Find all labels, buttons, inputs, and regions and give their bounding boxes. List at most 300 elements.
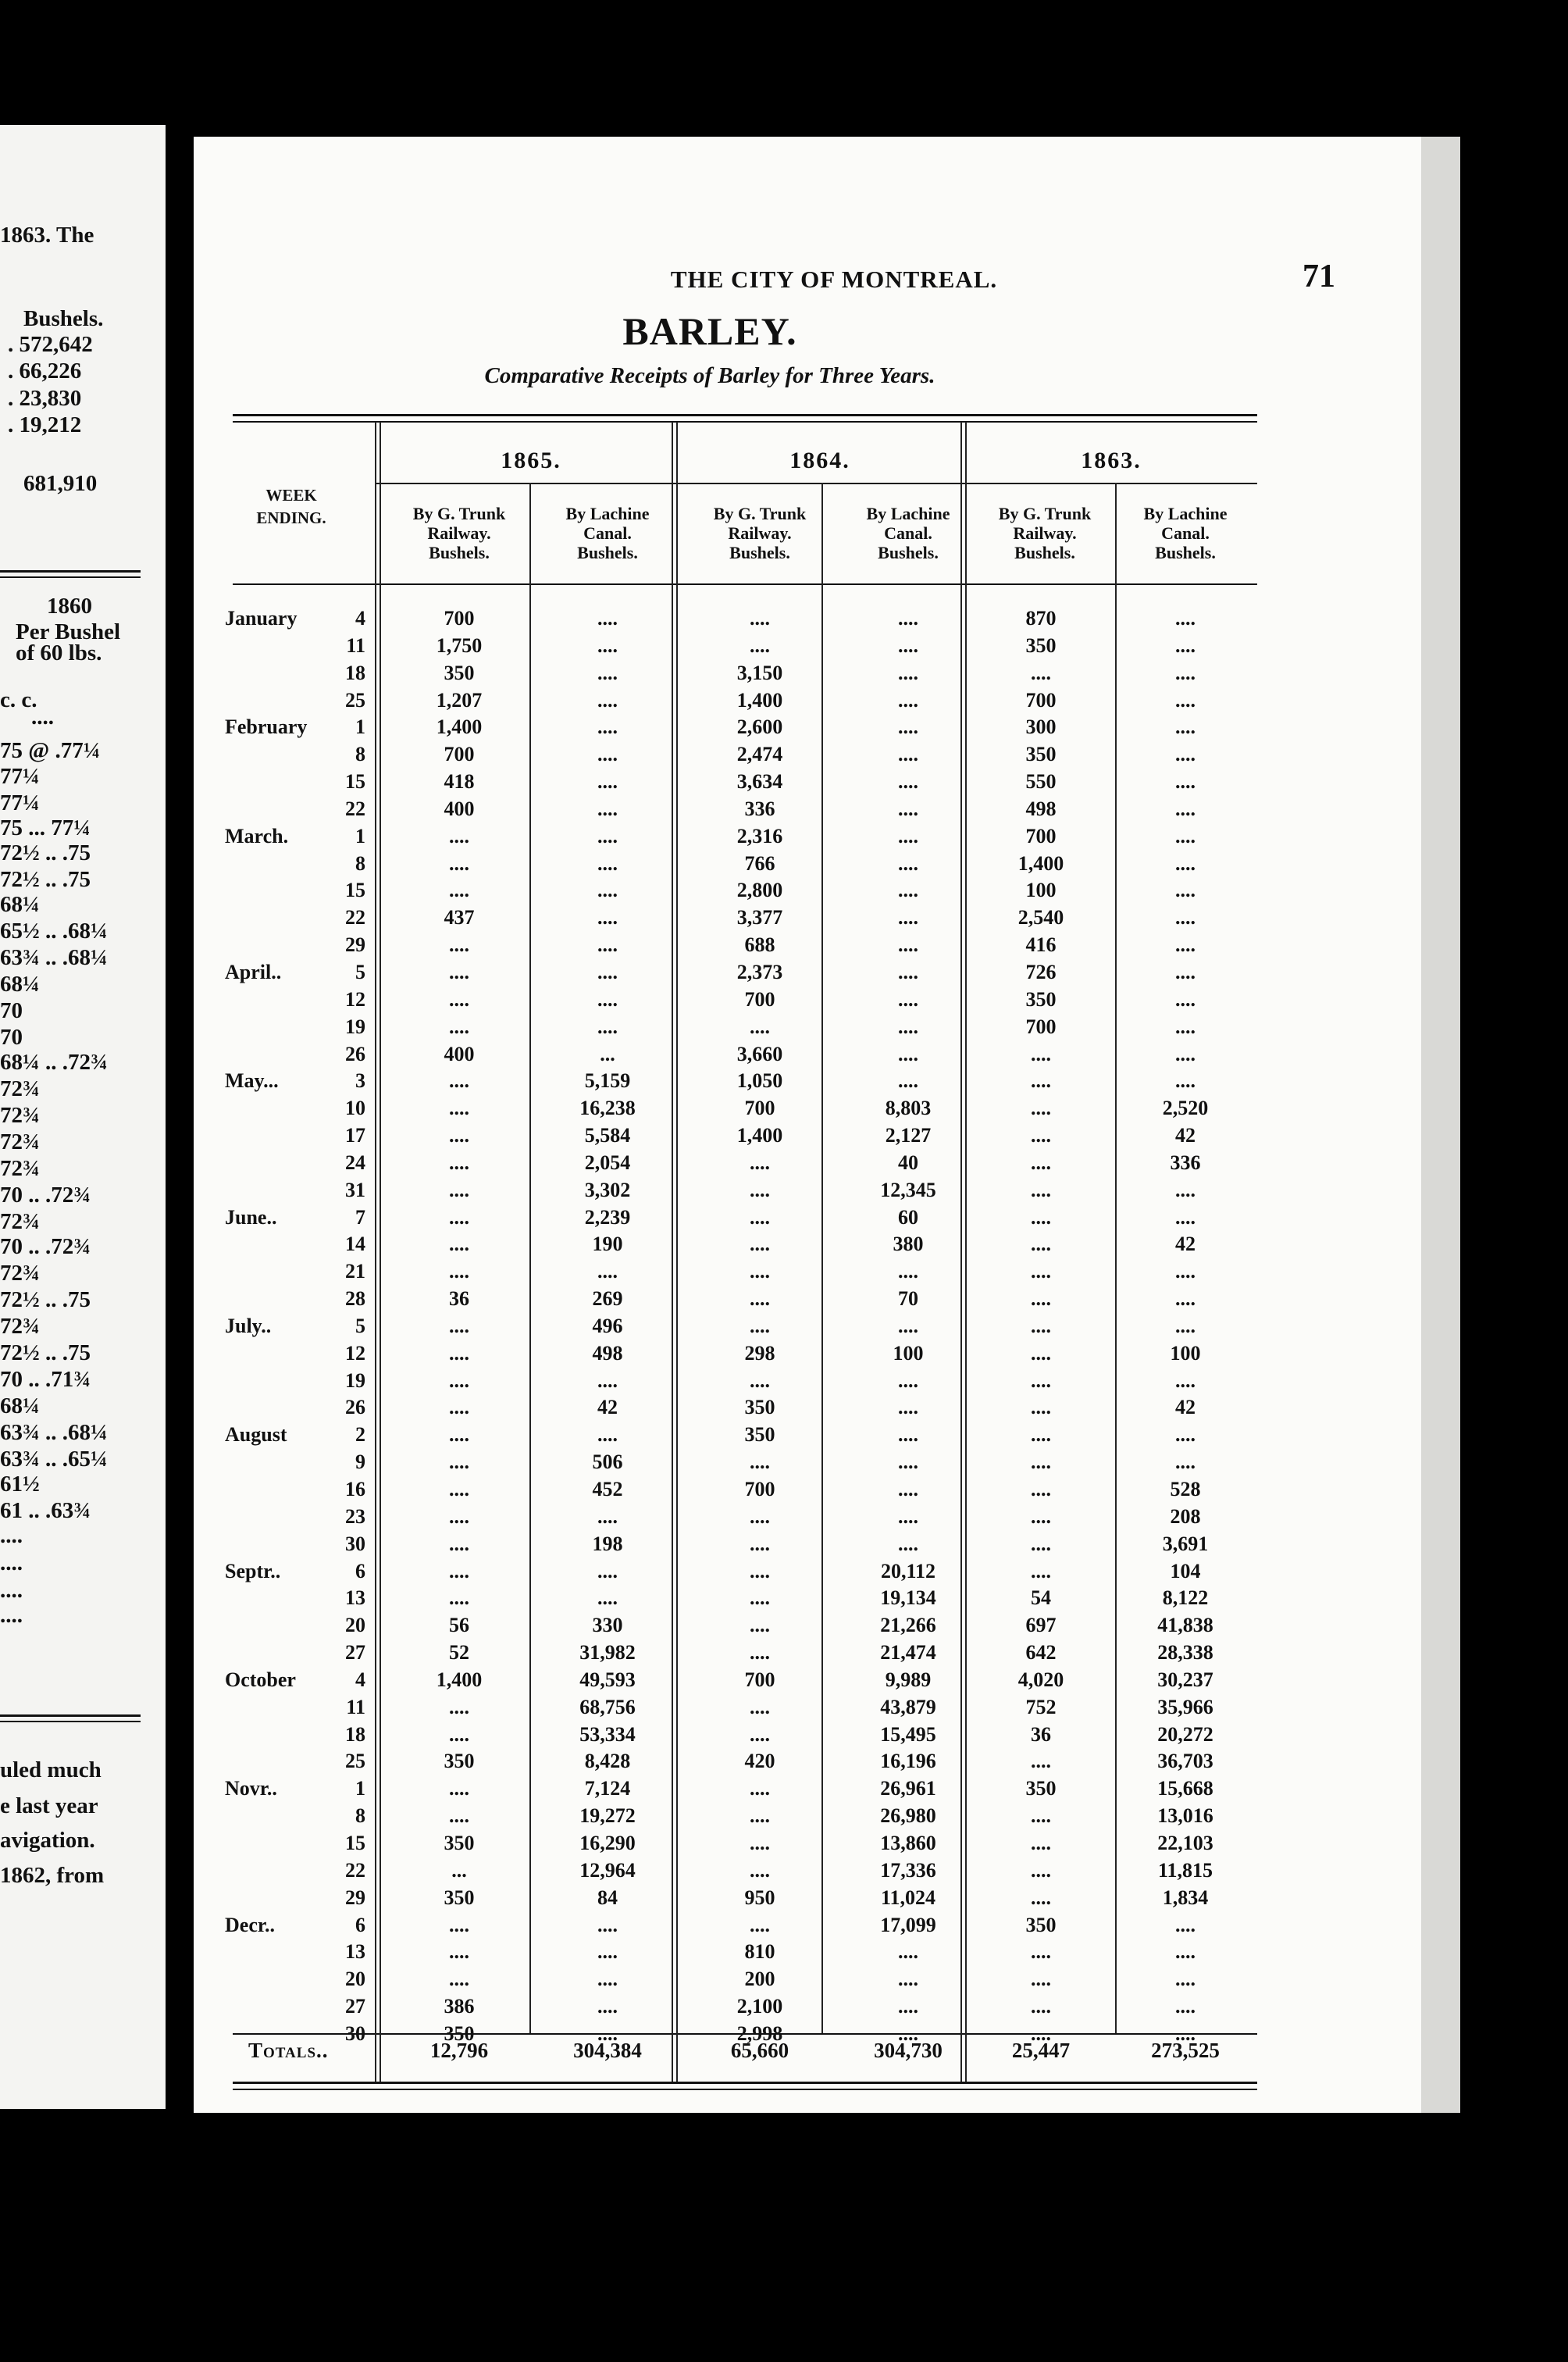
table-caption: Comparative Receipts of Barley for Three Years. [484,363,935,388]
value-cell: 43,879 [880,1695,936,1718]
value-cell: .... [449,960,469,983]
value-cell: 400 [444,797,475,820]
value-cell: 2,998 [736,2021,783,2045]
value-cell: 2,239 [584,1205,631,1229]
day-cell: 4 [355,607,365,630]
value-cell: .... [1175,743,1196,766]
value-cell: .... [898,960,918,983]
value-cell: .... [1031,1368,1051,1392]
value-cell: 13,860 [880,1831,936,1854]
value-cell: .... [1175,1260,1196,1283]
header-bottom-rule [233,583,1257,585]
facing-page-line: 77¼ [0,764,40,789]
value-cell: .... [898,851,918,875]
value-cell: 22,103 [1157,1831,1213,1854]
value-cell: .... [898,1995,918,2018]
value-cell: .... [898,879,918,902]
value-cell: .... [449,1586,469,1610]
value-cell: 13,016 [1157,1804,1213,1828]
facing-page-line: . 19,212 [8,412,82,437]
value-cell: 700 [744,987,775,1011]
month-cell: April.. [225,960,282,983]
value-cell: .... [1175,906,1196,929]
value-cell: 21,266 [880,1614,936,1637]
facing-page-line: 65½ .. .68¼ [0,919,108,944]
day-cell: 2 [355,1423,365,1447]
value-cell: .... [898,797,918,820]
month-cell: Novr.. [225,1777,277,1800]
value-cell: .... [597,770,618,794]
value-cell: .... [449,1478,469,1500]
value-cell: 8,122 [1162,1586,1209,1610]
value-cell: 700 [1025,1015,1057,1038]
value-cell: .... [1175,1069,1196,1093]
facing-page-line: 1862, from [0,1863,105,1888]
value-cell: .... [449,1559,469,1582]
day-cell: 11 [346,633,365,657]
value-cell: 2,100 [736,1995,783,2018]
value-cell: 19,272 [579,1804,636,1828]
month-cell: July.. [225,1314,272,1337]
column-header: By G. Trunk Railway. Bushels. [412,504,506,562]
value-cell: .... [449,1913,469,1936]
value-cell: .... [750,1532,770,1555]
day-cell: 22 [345,906,365,929]
value-cell: 1,400 [736,1124,783,1147]
value-cell: 3,660 [736,1042,783,1065]
value-cell: .... [1175,797,1196,820]
value-cell: .... [1175,1450,1196,1474]
value-cell: 700 [1025,688,1057,712]
day-cell: 12 [345,987,365,1011]
facing-page-line: 75 ... 77¼ [0,815,91,840]
value-cell: .... [898,1368,918,1392]
value-cell: .... [898,1260,918,1283]
value-cell: 350 [1025,1777,1057,1800]
table-row [194,1068,1226,1095]
value-cell: .... [750,1178,770,1201]
value-cell: 84 [597,1886,618,1909]
table-row [194,1775,1226,1803]
value-cell: 336 [1170,1151,1201,1174]
value-cell: 298 [744,1341,775,1365]
value-cell: 42 [597,1396,618,1419]
value-cell: 697 [1025,1614,1057,1637]
value-cell: .... [597,797,618,820]
value-cell: 42 [1175,1124,1196,1147]
table-row [194,605,1226,633]
value-cell: 70 [898,1287,918,1311]
value-cell: 60 [898,1205,918,1229]
facing-page-fragment [0,125,166,2109]
value-cell: .... [898,987,918,1011]
value-cell: .... [1031,1858,1051,1882]
value-cell: 1,834 [1162,1886,1209,1909]
value-cell: .... [449,987,469,1011]
value-cell: .... [597,715,618,739]
value-cell: 700 [744,1478,775,1500]
facing-page-line: 1860 [47,594,92,619]
value-cell: .... [1031,1124,1051,1147]
value-cell: 1,400 [436,715,483,739]
value-cell: 2,800 [736,879,783,902]
day-cell: 5 [355,1314,365,1337]
day-cell: 26 [345,1396,365,1419]
value-cell: 418 [444,770,475,794]
day-cell: 20 [345,1614,365,1637]
value-cell: .... [449,1178,469,1201]
value-cell: .... [449,1314,469,1337]
value-cell: .... [1031,1532,1051,1555]
value-cell: .... [1031,1178,1051,1201]
table-row [194,714,1226,741]
facing-page-line: .... [31,705,54,730]
table-row [194,1476,1226,1504]
value-cell: 416 [1025,933,1057,957]
facing-page-line: 72¾ [0,1314,40,1339]
bottom-rule-thin [233,2089,1257,2090]
total-cell: 12,796 [429,2039,489,2062]
value-cell: .... [449,1205,469,1229]
facing-page-line: uled much [0,1757,102,1782]
value-cell: .... [449,879,469,902]
value-cell: .... [449,1722,469,1746]
table-row [194,1313,1226,1340]
value-cell: .... [1175,1913,1196,1936]
value-cell: 1,050 [736,1069,783,1093]
table-row [194,1122,1226,1150]
facing-page-line: 68¼ [0,1393,40,1418]
table-row [194,932,1226,959]
table-row [194,1639,1226,1667]
value-cell: 350 [744,1423,775,1447]
table-row [194,851,1226,878]
value-cell: .... [1175,987,1196,1011]
day-cell: 27 [345,1995,365,2018]
month-cell: June.. [225,1205,277,1229]
value-cell: 4,020 [1017,1668,1064,1691]
value-cell: .... [1031,661,1051,684]
value-cell: .... [750,1233,770,1256]
facing-page-line: 70 .. .71¾ [0,1367,91,1392]
value-cell: 2,316 [736,824,783,847]
value-cell: .... [750,1858,770,1882]
facing-page-line: 63¾ .. .68¼ [0,945,108,970]
value-cell: 198 [592,1532,623,1555]
value-cell: 2,600 [736,715,783,739]
table-row [194,1258,1226,1286]
value-cell: 42 [1175,1233,1196,1256]
month-cell: Septr.. [225,1559,281,1582]
value-cell: .... [1175,1178,1196,1201]
table-row [194,1585,1226,1612]
value-cell: .... [1031,1287,1051,1311]
day-cell: 21 [345,1260,365,1283]
day-cell: 14 [345,1233,365,1256]
value-cell: .... [898,1396,918,1419]
value-cell: 752 [1025,1695,1057,1718]
value-cell: 21,474 [880,1641,936,1664]
value-cell: 506 [592,1450,623,1474]
table-row [194,1449,1226,1476]
value-cell: 56 [449,1614,469,1637]
value-cell: .... [1031,1423,1051,1447]
table-row [194,1340,1226,1368]
page-title: BARLEY. [622,309,797,353]
value-cell: 498 [1025,797,1057,820]
table-row [194,1394,1226,1422]
value-cell: .... [1031,1478,1051,1500]
day-cell: 3 [355,1069,365,1093]
value-cell: .... [1031,1069,1051,1093]
value-cell: .... [597,1913,618,1936]
value-cell: 330 [592,1614,623,1637]
value-cell: .... [597,1423,618,1447]
value-cell: .... [898,607,918,630]
value-cell: .... [1031,1504,1051,1528]
day-cell: 23 [345,1504,365,1528]
day-cell: 5 [355,960,365,983]
value-cell: .... [449,1804,469,1828]
value-cell: .... [898,1015,918,1038]
value-cell: 3,634 [736,770,783,794]
value-cell: .... [898,633,918,657]
day-cell: 16 [345,1478,365,1500]
facing-page-line: 72½ .. .75 [0,867,91,892]
value-cell: 100 [1025,879,1057,902]
table-row [194,1939,1226,1966]
value-cell: 5,159 [584,1069,631,1093]
value-cell: 350 [444,1886,475,1909]
table-row [194,1095,1226,1122]
value-cell: .... [898,1450,918,1474]
value-cell: .... [449,1097,469,1120]
table-row [194,796,1226,823]
value-cell: .... [597,1968,618,1991]
value-cell: 350 [1025,633,1057,657]
value-cell: .... [750,1015,770,1038]
value-cell: 386 [444,1995,475,2018]
value-cell: .... [449,1368,469,1392]
value-cell: 437 [444,906,475,929]
day-cell: 20 [345,1968,365,1991]
value-cell: .... [597,1504,618,1528]
value-cell: 400 [444,1042,475,1065]
value-cell: 528 [1170,1478,1201,1500]
facing-page-line: 72¾ [0,1076,40,1101]
facing-page-line: 70 [0,998,23,1023]
value-cell: .... [1175,1423,1196,1447]
value-cell: .... [750,1559,770,1582]
value-cell: 1,207 [436,688,483,712]
value-cell: 8,428 [584,1750,631,1773]
table-row [194,633,1226,660]
day-cell: 8 [355,743,365,766]
value-cell: .... [750,1695,770,1718]
value-cell: 11,024 [880,1886,936,1909]
value-cell: 36 [1031,1722,1051,1746]
value-cell: .... [1031,2021,1051,2045]
day-cell: 18 [345,661,365,684]
day-cell: 25 [345,1750,365,1773]
value-cell: .... [1031,1097,1051,1120]
facing-page-line: 681,910 [23,471,98,496]
value-cell: .... [1175,1042,1196,1065]
value-cell: .... [750,1504,770,1528]
value-cell: .... [597,987,618,1011]
year-header: 1863. [1081,448,1142,473]
day-cell: 19 [345,1015,365,1038]
value-cell: .... [1031,1968,1051,1991]
value-cell: .... [597,1586,618,1610]
value-cell: .... [750,1314,770,1337]
table-row [194,1830,1226,1857]
value-cell: .... [449,1151,469,1174]
totals-label: Totals.. [248,2039,329,2062]
value-cell: 9,989 [885,1668,932,1691]
day-cell: 26 [345,1042,365,1065]
value-cell: .... [1031,1450,1051,1474]
total-cell: 273,525 [1151,2039,1220,2062]
value-cell: .... [597,1260,618,1283]
total-cell: 25,447 [1011,2039,1071,2062]
table-row [194,1722,1226,1749]
value-cell: 68,756 [579,1695,636,1718]
value-cell: .... [898,824,918,847]
value-cell: 15,668 [1157,1777,1213,1800]
value-cell: .... [597,2021,618,2045]
value-cell: .... [449,1260,469,1283]
value-cell: .... [1175,661,1196,684]
value-cell: .... [1175,607,1196,630]
facing-page-line: 72½ .. .75 [0,1287,91,1312]
value-cell: .... [898,2021,918,2045]
facing-page-line: . 66,226 [8,359,82,384]
value-cell: 1,400 [436,1668,483,1691]
value-cell: 498 [592,1341,623,1365]
value-cell: .... [597,1015,618,1038]
value-cell: 12,964 [579,1858,636,1882]
facing-page-line: 72¾ [0,1156,40,1181]
value-cell: .... [750,633,770,657]
value-cell: 350 [444,1750,475,1773]
value-cell: .... [750,1777,770,1800]
value-cell: .... [449,851,469,875]
facing-page-rule [0,576,141,578]
value-cell: .... [449,1940,469,1964]
value-cell: .... [1031,1042,1051,1065]
value-cell: .... [1175,2021,1196,2045]
table-row [194,959,1226,987]
value-cell: .... [1175,824,1196,847]
value-cell: 700 [744,1668,775,1691]
table-row [194,1204,1226,1232]
value-cell: 15,495 [880,1722,936,1746]
value-cell: .... [1031,1804,1051,1828]
table-row [194,987,1226,1014]
facing-page-line: 75 @ .77¼ [0,738,101,763]
value-cell: .... [597,607,618,630]
value-cell: .... [597,743,618,766]
value-cell: .... [898,770,918,794]
value-cell: .... [898,688,918,712]
table-row [194,741,1226,769]
value-cell: .... [750,1205,770,1229]
value-cell: 40 [898,1151,918,1174]
facing-page-line: 68¼ .. .72¾ [0,1050,108,1075]
value-cell: .... [1031,1341,1051,1365]
value-cell: 8,803 [885,1097,932,1120]
value-cell: .... [1031,1559,1051,1582]
value-cell: 190 [592,1233,623,1256]
year-header: 1864. [789,448,850,473]
column-header: By Lachine Canal. Bushels. [565,504,650,562]
value-cell: 3,150 [736,661,783,684]
value-cell: .... [597,906,618,929]
column-header: By G. Trunk Railway. Bushels. [998,504,1092,562]
value-cell: .... [1175,1995,1196,2018]
value-cell: .... [750,1641,770,1664]
value-cell: 700 [744,1097,775,1120]
table-row [194,1531,1226,1558]
value-cell: .... [1175,1968,1196,1991]
value-cell: 700 [444,743,475,766]
day-cell: 15 [345,879,365,902]
value-cell: .... [597,933,618,957]
table-row [194,1667,1226,1694]
column-header: By Lachine Canal. Bushels. [866,504,950,562]
value-cell: 350 [744,1396,775,1419]
value-cell: 3,302 [584,1178,631,1201]
year-rule [375,483,1257,484]
top-rule [233,414,1257,416]
table-row [194,1286,1226,1313]
value-cell: .... [750,1450,770,1474]
day-cell: 30 [345,2021,365,2045]
value-cell: .... [1175,715,1196,739]
day-cell: 19 [345,1368,365,1392]
value-cell: .... [449,933,469,957]
day-cell: 22 [345,1858,365,1882]
value-cell: 642 [1025,1641,1057,1664]
value-cell: 26,980 [880,1804,936,1828]
table-row [194,1231,1226,1258]
facing-page-line: 61 .. .63¾ [0,1498,91,1523]
facing-page-line: .... [0,1523,23,1548]
value-cell: 2,373 [736,960,783,983]
day-cell: 31 [345,1178,365,1201]
value-cell: .... [1175,960,1196,983]
day-cell: 11 [346,1695,365,1718]
value-cell: .... [1175,1940,1196,1964]
value-cell: .... [449,1777,469,1800]
value-cell: 2,520 [1162,1097,1209,1120]
value-cell: 350 [1025,987,1057,1011]
value-cell: 17,336 [880,1858,936,1882]
day-cell: 29 [345,933,365,957]
day-cell: 15 [345,770,365,794]
facing-page-line: 72½ .. .75 [0,1340,91,1365]
day-cell: 4 [355,1668,365,1691]
facing-page-line: avigation. [0,1828,95,1853]
value-cell: .... [1031,1233,1051,1256]
value-cell: 41,838 [1157,1614,1213,1637]
value-cell: 20,112 [880,1559,936,1582]
day-cell: 27 [345,1641,365,1664]
table-row [194,877,1226,904]
value-cell: .... [898,1968,918,1991]
facing-page-line: 70 .. .72¾ [0,1183,91,1208]
